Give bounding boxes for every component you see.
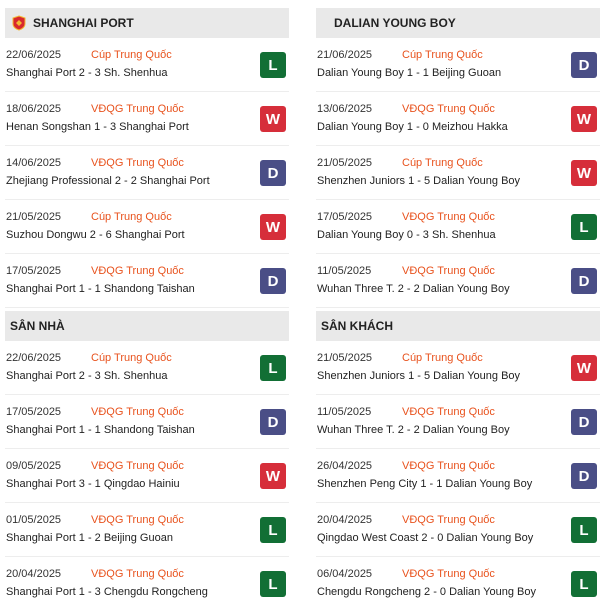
- match-score: Shanghai Port 3 - 1 Qingdao Hainiu: [6, 478, 180, 490]
- match-row[interactable]: [316, 341, 600, 395]
- match-score: Wuhan Three T. 2 - 2 Dalian Young Boy: [317, 424, 510, 436]
- competition-link[interactable]: VĐQG Trung Quốc: [91, 460, 184, 472]
- match-date: 22/06/2025: [6, 352, 62, 364]
- competition-link[interactable]: VĐQG Trung Quốc: [402, 103, 495, 115]
- team-title: DALIAN YOUNG BOY: [334, 16, 456, 30]
- match-date: 14/06/2025: [6, 157, 62, 169]
- match-date: 06/04/2025: [317, 568, 373, 580]
- competition-link[interactable]: VĐQG Trung Quốc: [402, 460, 495, 472]
- result-badge: W: [571, 160, 597, 186]
- match-score: Henan Songshan 1 - 3 Shanghai Port: [6, 121, 189, 133]
- result-badge: W: [571, 355, 597, 381]
- match-date: 21/05/2025: [6, 211, 62, 223]
- match-row[interactable]: [5, 341, 289, 395]
- result-badge: W: [260, 214, 286, 240]
- result-badge: L: [571, 517, 597, 543]
- match-row[interactable]: [316, 557, 600, 603]
- match-date: 17/05/2025: [6, 406, 62, 418]
- match-score: Shenzhen Juniors 1 - 5 Dalian Young Boy: [317, 370, 521, 382]
- competition-link[interactable]: VĐQG Trung Quốc: [402, 406, 495, 418]
- match-score: Shanghai Port 1 - 1 Shandong Taishan: [6, 283, 195, 295]
- left-column: [5, 8, 289, 603]
- match-date: 01/05/2025: [6, 514, 62, 526]
- match-row[interactable]: [5, 395, 289, 449]
- competition-link[interactable]: VĐQG Trung Quốc: [91, 514, 184, 526]
- match-row[interactable]: [316, 38, 600, 92]
- competition-link[interactable]: VĐQG Trung Quốc: [91, 103, 184, 115]
- match-row[interactable]: [316, 449, 600, 503]
- match-date: 09/05/2025: [6, 460, 62, 472]
- match-date: 11/05/2025: [317, 406, 372, 418]
- match-list: [5, 38, 289, 308]
- match-score: Dalian Young Boy 1 - 0 Meizhou Hakka: [317, 121, 508, 133]
- competition-link[interactable]: VĐQG Trung Quốc: [402, 211, 495, 223]
- competition-link[interactable]: Cúp Trung Quốc: [402, 49, 483, 61]
- result-badge: L: [260, 517, 286, 543]
- match-date: 17/05/2025: [317, 211, 373, 223]
- match-date: 22/06/2025: [6, 49, 62, 61]
- match-row[interactable]: [316, 395, 600, 449]
- competition-link[interactable]: Cúp Trung Quốc: [91, 352, 172, 364]
- match-row[interactable]: [316, 146, 600, 200]
- competition-link[interactable]: VĐQG Trung Quốc: [91, 406, 184, 418]
- result-badge: L: [571, 571, 597, 597]
- match-row[interactable]: [316, 503, 600, 557]
- result-badge: D: [260, 409, 286, 435]
- match-score: Shenzhen Peng City 1 - 1 Dalian Young Boy: [317, 478, 533, 490]
- match-row[interactable]: [5, 503, 289, 557]
- team-title: SHANGHAI PORT: [33, 16, 134, 30]
- match-score: Wuhan Three T. 2 - 2 Dalian Young Boy: [317, 283, 510, 295]
- competition-link[interactable]: VĐQG Trung Quốc: [402, 568, 495, 580]
- match-date: 21/06/2025: [317, 49, 373, 61]
- match-score: Zhejiang Professional 2 - 2 Shanghai Port: [6, 175, 210, 187]
- match-date: 11/05/2025: [317, 265, 372, 277]
- match-list: [316, 38, 600, 308]
- match-score: Shanghai Port 2 - 3 Sh. Shenhua: [6, 370, 168, 382]
- result-badge: W: [260, 106, 286, 132]
- competition-link[interactable]: VĐQG Trung Quốc: [91, 568, 184, 580]
- match-date: 18/06/2025: [6, 103, 62, 115]
- competition-link[interactable]: Cúp Trung Quốc: [91, 211, 172, 223]
- match-row[interactable]: [316, 254, 600, 308]
- right-column: [316, 8, 600, 603]
- result-badge: L: [260, 571, 286, 597]
- match-date: 20/04/2025: [317, 514, 373, 526]
- match-date: 13/06/2025: [317, 103, 373, 115]
- match-row[interactable]: [5, 92, 289, 146]
- result-badge: D: [571, 52, 597, 78]
- match-score: Shanghai Port 1 - 1 Shandong Taishan: [6, 424, 195, 436]
- match-score: Shanghai Port 1 - 2 Beijing Guoan: [6, 532, 173, 544]
- match-row[interactable]: [5, 449, 289, 503]
- match-date: 20/04/2025: [6, 568, 62, 580]
- match-score: Qingdao West Coast 2 - 0 Dalian Young Boy: [317, 532, 534, 544]
- match-score: Suzhou Dongwu 2 - 6 Shanghai Port: [6, 229, 185, 241]
- match-row[interactable]: [5, 38, 289, 92]
- match-score: Dalian Young Boy 0 - 3 Sh. Shenhua: [317, 229, 496, 241]
- result-badge: D: [260, 268, 286, 294]
- competition-link[interactable]: Cúp Trung Quốc: [402, 352, 483, 364]
- match-score: Shanghai Port 2 - 3 Sh. Shenhua: [6, 67, 168, 79]
- match-score: Shenzhen Juniors 1 - 5 Dalian Young Boy: [317, 175, 521, 187]
- match-date: 21/05/2025: [317, 352, 373, 364]
- result-badge: D: [571, 463, 597, 489]
- result-badge: D: [571, 409, 597, 435]
- result-badge: D: [571, 268, 597, 294]
- result-badge: L: [571, 214, 597, 240]
- away-header: [316, 311, 600, 341]
- match-date: 21/05/2025: [317, 157, 373, 169]
- section-title: SÂN KHÁCH: [321, 319, 393, 333]
- competition-link[interactable]: VĐQG Trung Quốc: [91, 157, 184, 169]
- match-date: 26/04/2025: [317, 460, 373, 472]
- section-title: SÂN NHÀ: [10, 319, 65, 333]
- team-header-shanghai-port[interactable]: [5, 8, 289, 38]
- match-row[interactable]: [316, 92, 600, 146]
- match-score: Shanghai Port 1 - 3 Chengdu Rongcheng: [6, 586, 208, 598]
- competition-link[interactable]: VĐQG Trung Quốc: [91, 265, 184, 277]
- result-badge: L: [260, 52, 286, 78]
- competition-link[interactable]: VĐQG Trung Quốc: [402, 514, 495, 526]
- match-score: Chengdu Rongcheng 2 - 0 Dalian Young Boy: [317, 586, 536, 598]
- match-score: Dalian Young Boy 1 - 1 Beijing Guoan: [317, 67, 502, 79]
- match-list: [316, 341, 600, 603]
- result-badge: L: [260, 355, 286, 381]
- match-list: [5, 341, 289, 603]
- competition-link[interactable]: VĐQG Trung Quốc: [402, 265, 495, 277]
- result-badge: D: [260, 160, 286, 186]
- match-row[interactable]: [5, 557, 289, 603]
- match-row[interactable]: [316, 200, 600, 254]
- match-date: 17/05/2025: [6, 265, 62, 277]
- competition-link[interactable]: Cúp Trung Quốc: [402, 157, 483, 169]
- match-row[interactable]: [5, 200, 289, 254]
- shanghai-port-crest-icon: [11, 15, 27, 31]
- result-badge: W: [571, 106, 597, 132]
- match-row[interactable]: [5, 254, 289, 308]
- team-header-dalian-young-boy[interactable]: [316, 8, 600, 38]
- competition-link[interactable]: Cúp Trung Quốc: [91, 49, 172, 61]
- home-header: [5, 311, 289, 341]
- result-badge: W: [260, 463, 286, 489]
- match-row[interactable]: [5, 146, 289, 200]
